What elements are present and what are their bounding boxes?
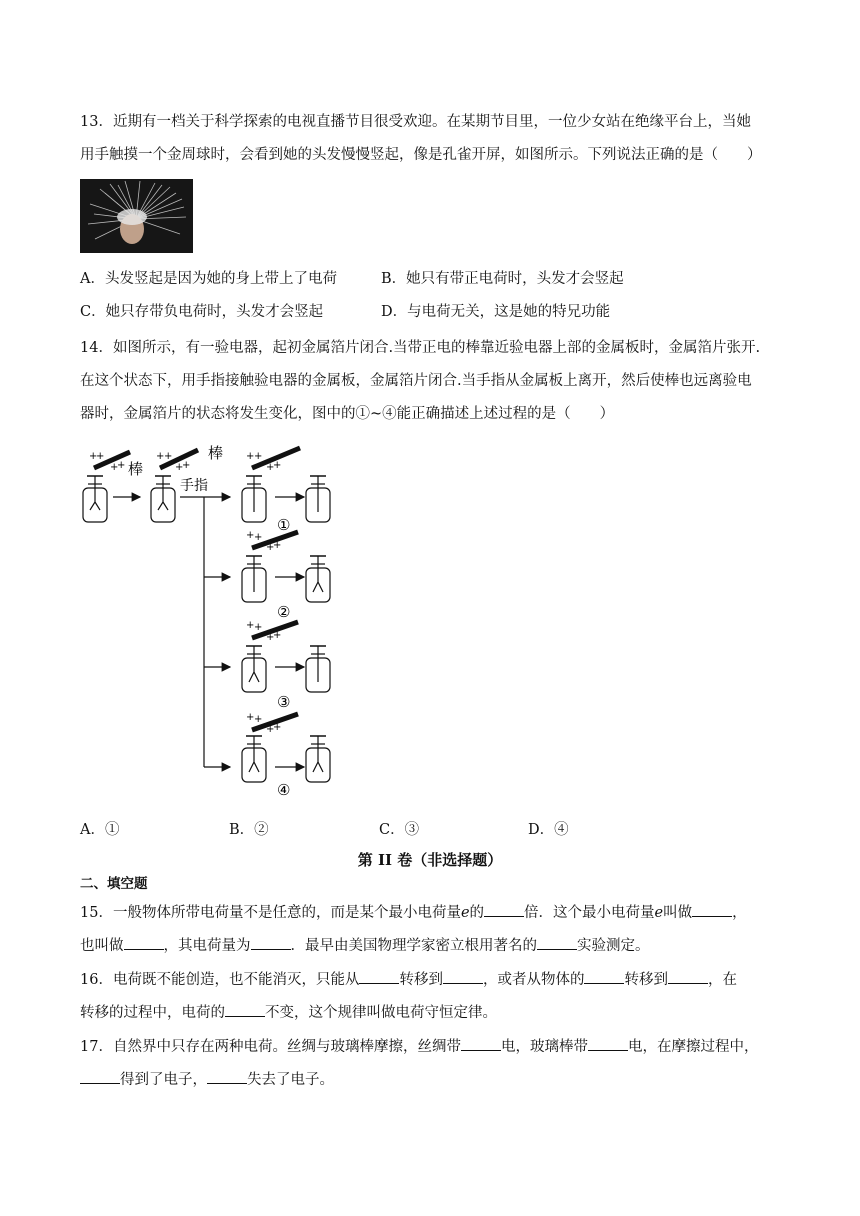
plus-sign: + [266,462,275,473]
q15-line-2: 也叫做 ，其电荷量为 ．最早由美国物理学家密立根用著名的 实验测定。 [80,935,650,956]
q13-line-1: 13．近期有一档关于科学探索的电视直播节目很受欢迎。在某期节目里，一位少女站在绝缘平台上，当她 [80,114,751,130]
q13-option-a[interactable]: A．头发竖起是因为她的身上带上了电荷 [80,271,337,287]
plus-sign: + [254,451,263,462]
q15-line-1: 15．一般物体所带电荷量不是任意的，而是某个最小电荷量e的 倍．这个最小电荷量e叫做 ， [80,902,747,923]
q17-line-2: 得到了电子， 失去了电子。 [80,1069,334,1090]
label-4: ④ [277,781,291,799]
plus-sign: + [110,462,119,473]
plus-sign: + [273,540,282,551]
q14-option-b[interactable]: B．② [229,822,269,838]
plus-sign: + [117,460,126,471]
blank-field[interactable] [124,935,164,950]
blank-field[interactable] [588,1036,628,1051]
plus-sign: + [246,530,255,541]
plus-sign: + [89,451,98,462]
q13-option-b[interactable]: B．她只有带正电荷时，头发才会竖起 [381,271,624,287]
blank-field[interactable] [359,969,399,984]
section-title: 第 II 卷（非选择题） [357,851,503,869]
blank-field[interactable] [225,1002,265,1017]
q14-line-3: 器时，金属箔片的状态将发生变化，图中的①~④能正确描述上述过程的是（ ） [80,406,615,422]
electroscope-diagram [80,440,360,810]
blank-field[interactable] [537,935,577,950]
plus-sign: + [246,451,255,462]
rod-label-2: 棒 [208,444,224,462]
q14-option-a[interactable]: A．① [80,822,120,838]
finger-label: 手指 [180,478,208,494]
plus-sign: + [246,712,255,723]
plus-sign: + [246,620,255,631]
plus-sign: + [266,542,275,553]
plus-sign: + [266,632,275,643]
plus-sign: + [156,451,165,462]
label-3: ③ [277,693,291,711]
plus-sign: + [254,622,263,633]
plus-sign: + [96,451,105,462]
blank-field[interactable] [207,1069,247,1084]
blank-field[interactable] [461,1036,501,1051]
label-2: ② [277,603,291,621]
q14-option-d[interactable]: D．④ [528,822,569,838]
q16-line-2: 转移的过程中，电荷的 不变，这个规律叫做电荷守恒定律。 [80,1002,497,1023]
plus-sign: + [254,714,263,725]
q14-line-1: 14．如图所示，有一验电器，起初金属箔片闭合.当带正电的棒靠近验电器上部的金属板时，金属箔片张开. [80,340,761,356]
q14-option-c[interactable]: C．③ [379,822,420,838]
blank-field[interactable] [251,935,291,950]
q17-line-1: 17．自然界中只存在两种电荷。丝绸与玻璃棒摩擦，丝绸带 电，玻璃棒带 电，在摩擦过程中， [80,1036,758,1057]
plus-sign: + [182,460,191,471]
blank-field[interactable] [80,1069,120,1084]
plus-sign: + [164,451,173,462]
label-1: ① [277,516,291,534]
blank-field[interactable] [584,969,624,984]
plus-sign: + [175,462,184,473]
girl-hair-photo [80,179,193,253]
blank-field[interactable] [692,902,732,917]
q13-option-c[interactable]: C．她只存带负电荷时，头发才会竖起 [80,304,324,320]
q16-line-1: 16．电荷既不能创造，也不能消灭，只能从 转移到 ，或者从物体的 转移到 ，在 [80,969,737,990]
plus-sign: + [273,722,282,733]
plus-sign: + [266,724,275,735]
plus-sign: + [254,532,263,543]
rod-label-1: 棒 [128,460,144,478]
blank-field[interactable] [668,969,708,984]
q13-line-2: 用手触摸一个金周球时，会看到她的头发慢慢竖起，像是孔雀开屏，如图所示。下列说法正确的是（ ） [80,147,762,163]
blank-field[interactable] [484,902,524,917]
blank-field[interactable] [443,969,483,984]
q13-option-d[interactable]: D．与电荷无关，这是她的特兄功能 [381,304,611,320]
q14-line-2: 在这个状态下，用手指接触验电器的金属板，金属箔片闭合.当手指从金属板上离开，然后使棒也远离验电 [80,373,752,389]
plus-sign: + [273,630,282,641]
section-heading: 二、填空题 [80,876,148,892]
plus-sign: + [273,460,282,471]
